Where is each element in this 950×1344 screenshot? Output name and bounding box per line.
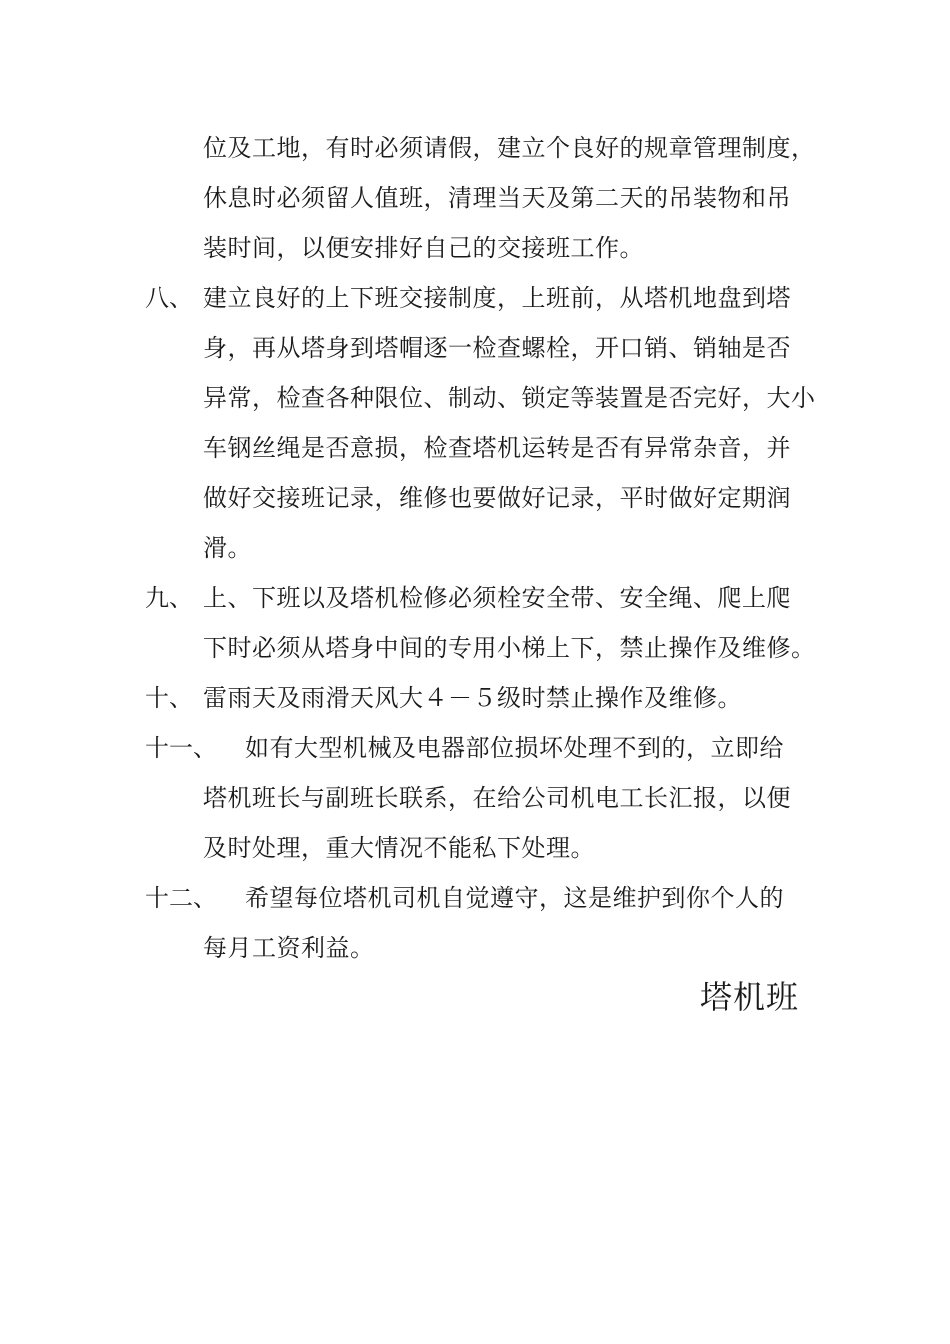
- item-number: 十二、: [145, 884, 217, 912]
- text-line: 装时间，以便安排好自己的交接班工作。: [203, 234, 644, 262]
- item-number: 十、: [145, 684, 193, 712]
- text-line: 做好交接班记录，维修也要做好记录，平时做好定期润: [203, 484, 791, 512]
- text-line: 及时处理，重大情况不能私下处理。: [203, 834, 595, 862]
- text-line: 位及工地，有时必须请假，建立个良好的规章管理制度，: [203, 134, 816, 162]
- signature: 塔机班: [700, 978, 800, 1016]
- text-line: 建立良好的上下班交接制度，上班前，从塔机地盘到塔: [203, 284, 791, 312]
- text-line: 身，再从塔身到塔帽逐一检查螺栓，开口销、销轴是否: [203, 334, 791, 362]
- text-line: 每月工资利益。: [203, 934, 375, 962]
- text-line: 希望每位塔机司机自觉遵守，这是维护到你个人的: [245, 884, 784, 912]
- text-line: 雷雨天及雨滑天风大４－５级时禁止操作及维修。: [203, 684, 742, 712]
- item-number: 十一、: [145, 734, 217, 762]
- text-line: 如有大型机械及电器部位损坏处理不到的，立即给: [245, 734, 784, 762]
- text-line: 滑。: [203, 534, 252, 562]
- text-line: 车钢丝绳是否意损，检查塔机运转是否有异常杂音，并: [203, 434, 791, 462]
- text-line: 下时必须从塔身中间的专用小梯上下，禁止操作及维修。: [203, 634, 816, 662]
- text-line: 异常，检查各种限位、制动、锁定等装置是否完好，大小: [203, 384, 816, 412]
- text-line: 上、下班以及塔机检修必须栓安全带、安全绳、爬上爬: [203, 584, 791, 612]
- text-line: 休息时必须留人值班，清理当天及第二天的吊装物和吊: [203, 184, 791, 212]
- text-line: 塔机班长与副班长联系，在给公司机电工长汇报，以便: [203, 784, 791, 812]
- item-number: 八、: [145, 284, 193, 312]
- item-number: 九、: [145, 584, 193, 612]
